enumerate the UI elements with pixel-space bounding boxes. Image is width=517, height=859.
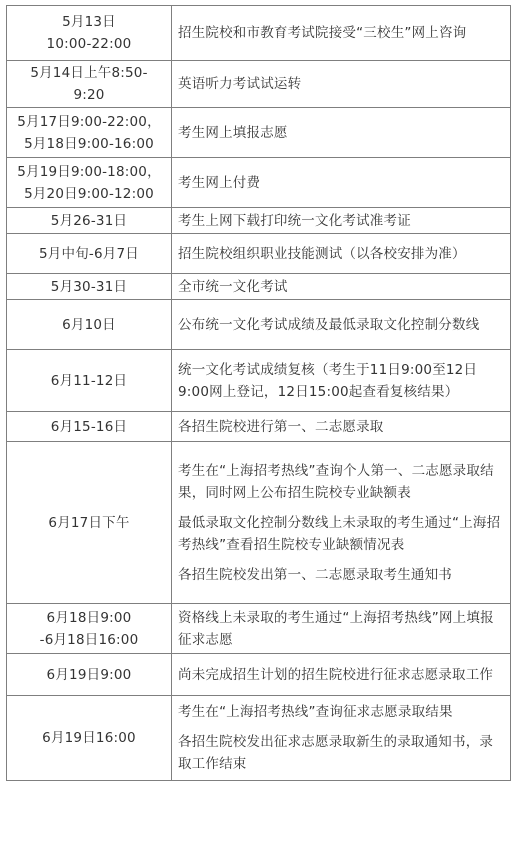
event-text: 公布统一文化考试成绩及最低录取文化控制分数线	[178, 316, 480, 333]
date-cell	[7, 158, 172, 208]
event-cell	[172, 274, 511, 300]
event-cell	[172, 350, 511, 412]
date-text: -6月18日16:00	[39, 631, 139, 648]
event-text: 考生上网下载打印统一文化考试准考证	[178, 212, 411, 229]
event-cell	[172, 158, 511, 208]
event-text: 考生网上付费	[178, 174, 261, 191]
event-text: 考生在“上海招考热线”查询个人第一、二志愿录取结果，同时网上公布招生院校专业缺额表	[178, 462, 494, 501]
date-text: 6月15-16日	[50, 418, 128, 435]
table-row	[7, 234, 511, 274]
table-row	[7, 654, 511, 696]
event-text: 招生院校组织职业技能测试（以各校安排为准）	[178, 245, 466, 262]
event-text: 考生网上填报志愿	[178, 124, 288, 141]
event-text: 各招生院校发出第一、二志愿录取考生通知书	[178, 566, 452, 583]
table-row	[7, 61, 511, 108]
date-text: 5月20日9:00-12:00	[24, 185, 154, 202]
event-cell	[172, 234, 511, 274]
date-text: 6月19日9:00	[46, 666, 132, 683]
event-cell	[172, 6, 511, 61]
date-text: 6月11-12日	[50, 372, 128, 389]
date-text: 9:20	[73, 87, 105, 103]
date-cell	[7, 696, 172, 781]
schedule-body	[7, 6, 511, 781]
table-row	[7, 412, 511, 442]
date-text: 10:00-22:00	[46, 36, 132, 52]
table-row	[7, 350, 511, 412]
table-row	[7, 442, 511, 604]
table-row	[7, 274, 511, 300]
event-cell	[172, 412, 511, 442]
table-row	[7, 208, 511, 234]
date-cell	[7, 350, 172, 412]
date-cell	[7, 208, 172, 234]
event-cell	[172, 208, 511, 234]
schedule-table	[6, 5, 511, 781]
date-text: 5月中旬-6月7日	[39, 245, 139, 262]
event-text: 尚未完成招生计划的招生院校进行征求志愿录取工作	[178, 666, 494, 683]
date-text: 5月26-31日	[50, 212, 128, 229]
date-text: 6月17日下午	[48, 514, 130, 531]
event-text: 各招生院校进行第一、二志愿录取	[178, 418, 384, 435]
event-cell	[172, 604, 511, 654]
event-text: 招生院校和市教育考试院接受“三校生”网上咨询	[178, 25, 467, 41]
date-cell	[7, 234, 172, 274]
date-cell	[7, 61, 172, 108]
date-text: 5月13日	[62, 14, 116, 30]
event-cell	[172, 442, 511, 604]
date-cell	[7, 108, 172, 158]
event-cell	[172, 108, 511, 158]
date-cell	[7, 6, 172, 61]
event-text: 全市统一文化考试	[178, 278, 288, 295]
event-text: 资格线上未录取的考生通过“上海招考热线”网上填报征求志愿	[178, 609, 494, 648]
date-text: 6月10日	[62, 316, 116, 333]
event-text: 统一文化考试成绩复核（考生于11日9:00至12日9:00网上登记，12日15:00起查看复核结果）	[178, 361, 478, 400]
table-row	[7, 300, 511, 350]
date-text: 5月14日上午8:50-	[30, 65, 148, 81]
table-row	[7, 6, 511, 61]
table-row	[7, 158, 511, 208]
event-cell	[172, 654, 511, 696]
event-text: 各招生院校发出征求志愿录取新生的录取通知书，录取工作结束	[178, 734, 494, 772]
table-row	[7, 696, 511, 781]
event-cell	[172, 696, 511, 781]
date-cell	[7, 274, 172, 300]
date-text: 5月17日9:00-22:00，	[17, 113, 161, 130]
date-cell	[7, 604, 172, 654]
event-cell	[172, 61, 511, 108]
date-text: 6月18日9:00	[46, 609, 132, 626]
event-text: 考生在“上海招考热线”查询征求志愿录取结果	[178, 704, 453, 720]
date-cell	[7, 654, 172, 696]
date-text: 5月19日9:00-18:00，	[17, 163, 161, 180]
event-text: 最低录取文化控制分数线上未录取的考生通过“上海招考热线”查看招生院校专业缺额情况表	[178, 514, 501, 553]
table-row	[7, 604, 511, 654]
date-cell	[7, 412, 172, 442]
date-cell	[7, 442, 172, 604]
date-text: 5月18日9:00-16:00	[24, 135, 154, 152]
date-text: 5月30-31日	[50, 278, 128, 295]
table-row	[7, 108, 511, 158]
event-text: 英语听力考试试运转	[178, 76, 302, 92]
date-text: 6月19日16:00	[42, 730, 136, 746]
date-cell	[7, 300, 172, 350]
event-cell	[172, 300, 511, 350]
